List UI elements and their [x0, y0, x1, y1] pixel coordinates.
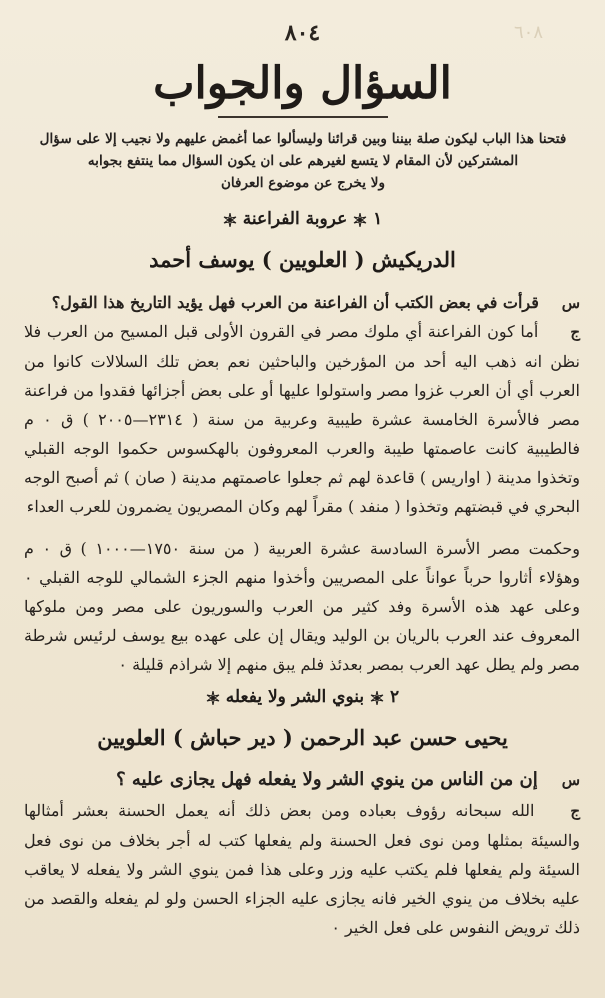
- section-number: ١: [373, 209, 383, 229]
- page-number: ٨٠٤: [284, 20, 321, 46]
- masthead: [0, 58, 605, 118]
- question-paragraph: [24, 288, 580, 318]
- faded-page-number: ٦٠٨: [514, 22, 544, 43]
- intro-paragraph: [39, 128, 567, 194]
- section-author: يحيى حسن عبد الرحمن ( دير حباش ) العلويين: [97, 725, 508, 750]
- masthead-rule: [218, 116, 388, 118]
- question-marker: س: [561, 294, 580, 312]
- question-text: قرأت في بعض الكتب أن الفراعنة من العرب فهل يؤيد التاريخ هذا القول؟: [51, 293, 539, 312]
- flower-ornament-icon: [223, 209, 237, 231]
- masthead-title: السؤال والجواب: [153, 58, 452, 109]
- section-heading: [0, 686, 605, 709]
- answer-marker: ج: [570, 802, 580, 820]
- intro-line: ولا يخرج عن موضوع العرفان: [220, 175, 386, 191]
- answer-paragraph: [24, 317, 580, 521]
- question-paragraph: [24, 766, 580, 794]
- section-number: ٢: [389, 687, 400, 707]
- section-title: عروبة الفراعنة: [242, 209, 348, 229]
- answer-text: وحكمت مصر الأسرة السادسة عشرة العربية ( من سنة ١٧٥٠—١٠٠٠ ) ق ٠ م وهؤلاء أثاروا حرباً عواناً على المصريين وأخذوا منهم الجزء الشمالي للوجه القبلي ٠ وعلى عهد هذه الأسرة وفد كثير من العرب والسوريون على مصر ومن ملوكها المعروف عند العرب بالريان بن الوليد ويقال إن على عهده بيع يوسف لرئيس شرطة مصر ولم يطل عهد العرب بمصر بعدئذ فلم يبق منهم إلا شراذم قليلة ٠: [24, 539, 580, 674]
- flower-ornament-icon: [353, 209, 367, 231]
- intro-line: فتحنا هذا الباب ليكون صلة بيننا وبين قرائنا وليسألوا عما أغمض عليهم ولا نجيب إلا على سؤال: [39, 131, 567, 147]
- section-title: بنوي الشر ولا يفعله: [225, 687, 365, 707]
- answer-paragraph: [24, 796, 580, 942]
- answer-text: أما كون الفراعنة أي ملوك مصر في القرون الأولى قبل المسيح من العرب فلا نظن انه ذهب اليه أحد من المؤرخين والباحثين نعم بعض تلك السلالات كانوا من العرب أي أن العرب غزوا مصر واستولوا عليها أو على بعض أجزائها فقدوا من فراعنة مصر فالأسرة الخامسة عشرة طيبية وعربية من سنة ( ٢٣١٤—٢٠٠٥ ) ق ٠ م فالطيبية كانت عاصمتها طيبة والعرب المعروفون بالهكسوس حكموا الوجه القبلي وتخذوا مدينة ( اواريس ) قاعدة لهم ثم جعلوا عاصمتهم مدينة ( صان ) ثم أصبح الوجه البحري في قبضتهم وتخذوا ( منفد ) مقراً لهم وكان المصريون يضمرون للعرب العداء: [24, 322, 580, 516]
- answer-marker: ج: [570, 323, 580, 341]
- question-marker: س: [561, 771, 580, 789]
- answer-paragraph-continued: [24, 534, 580, 679]
- flower-ornament-icon: [206, 687, 220, 709]
- intro-line: المشتركين لأن المقام لا يتسع لغيرهم على ان يكون السؤال مما ينتفع بجوابه: [87, 153, 519, 169]
- flower-ornament-icon: [370, 687, 384, 709]
- answer-text: الله سبحانه رؤوف بعباده ومن بعض ذلك أنه يعمل الحسنة بعشر أمثالها والسيئة بمثلها ومن نوى فعل الحسنة ولم يفعلها كتب له أجر بخلاف من نوى فعل السيئة ولم يفعلها فلم يكتب عليه وزر وعلى هذا فمن ينوي الشر ولا يفعله لا يعاقب عليه بخلاف من ينوي الخير فانه يجازى عليه الجزاء الحسن ولو لم يفعله والقصد من ذلك ترويض النفوس على فعل الخير ٠: [24, 801, 580, 937]
- section-author: الدريكيش ( العلويين ) يوسف أحمد: [149, 247, 456, 272]
- question-text: إن من الناس من ينوي الشر ولا يفعله فهل يجازى عليه ؟: [116, 769, 538, 790]
- section-heading: [0, 208, 605, 231]
